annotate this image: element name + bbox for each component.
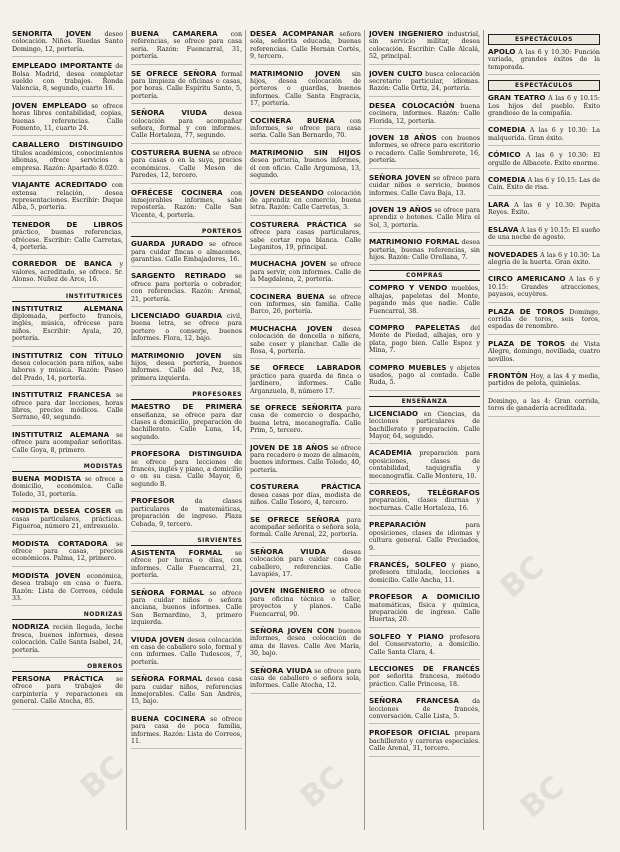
classified-ad bbox=[369, 489, 480, 516]
ad-text: Domingo, corrida de toros, seis toros, espadas de renombre. bbox=[488, 308, 600, 331]
ad-text: desea colocación de doncella o niñera, sabe coser y planchar. Calle de Rosa, 4, portería. bbox=[250, 325, 361, 355]
classified-ad bbox=[250, 404, 361, 439]
ad-text: se ofrece para trabajos de carpintería y reparaciones en general. Calle Atocha, 85. bbox=[12, 675, 123, 706]
classified-ad bbox=[12, 431, 123, 458]
ad-lead: DESEA COLOCACIÓN bbox=[369, 100, 455, 110]
ad-text: títulos académicos, conocimientos idiomas, ofrece servicios a empresa. Razón: Apartado 8.020. bbox=[12, 149, 123, 172]
ad-lead: COCINERA BUENA bbox=[250, 291, 325, 301]
ad-lead: ESLAVA bbox=[488, 224, 519, 234]
ad-lead: JOVEN DE 18 AÑOS bbox=[250, 442, 329, 452]
ad-text: se ofrece para oficina técnica o taller, proyectos y planos. Calle Fuencarral, 90. bbox=[250, 588, 361, 618]
ad-column-5 bbox=[488, 30, 603, 830]
ad-lead: COMPRO PAPELETAS bbox=[369, 322, 461, 332]
ad-lead: BUENA MODISTA bbox=[12, 474, 82, 484]
ad-lead: VIAJANTE ACREDITADO bbox=[12, 180, 107, 190]
classified-ad bbox=[131, 403, 242, 445]
classified-ad bbox=[250, 627, 361, 662]
ad-lead: MODISTA CORTADORA bbox=[12, 538, 108, 548]
ad-text: práctico para guarda de finca o jardinero, informes. Calle Arganzuela, 8, número 17. bbox=[250, 372, 361, 395]
ad-lead: SEÑORA FORMAL bbox=[131, 587, 205, 597]
ad-text: da clases particulares de matemáticas, preparación de ingreso. Plaza Cebada, 9, tercero. bbox=[131, 498, 242, 528]
ad-lead: MUCHACHA JOVEN bbox=[250, 259, 327, 269]
ad-text: Domingo, a las 4: Gran corrida, toros de ganadería acreditada. bbox=[488, 397, 600, 413]
ad-text: desea colocación para niños, sabe labores y música. Razón: Paseo del Prado, 14, portería. bbox=[12, 360, 123, 382]
classified-ad bbox=[12, 260, 123, 287]
ad-lead: INSTITUTRIZ FRANCESA bbox=[12, 390, 111, 400]
ad-lead: SEÑORA VIUDA bbox=[131, 108, 207, 118]
section-heading: NODRIZAS bbox=[12, 611, 123, 620]
ad-text: se ofrece para casas, precios económicos. Palma, 12, primero. bbox=[12, 540, 123, 563]
ad-text: para casa de comercio o despacho, buena letra, mecanografía. Calle Prim, 5, tercero. bbox=[250, 405, 361, 435]
ad-text: se ofrece para portería o cobrador, con referencias. Razón: Arenal, 21, portería. bbox=[131, 273, 242, 303]
ad-text: desea portería, buenas referencias, sin hijos. Razón: Calle Orellana, 7. bbox=[369, 239, 480, 261]
ad-text: desea casas por días, modista de niños. Calle Tesoro, 4, tercero. bbox=[250, 491, 361, 507]
section-heading: MODISTAS bbox=[12, 463, 123, 472]
ad-text: con referencias, se ofrece para casa seria. Razón: Fuencarral, 31, portería. bbox=[131, 31, 242, 61]
ad-text: para oposiciones, clases de idiomas y cultura general. Calle Preciados, 9. bbox=[369, 522, 480, 552]
ad-text: A las 6 y 10.15: Los hijos del pueblo. Éxito grandioso de la compañía. bbox=[488, 95, 600, 118]
ad-lead: COSTURERA PRÁCTICA bbox=[250, 219, 347, 229]
classified-ad bbox=[369, 449, 480, 484]
watermark: BC bbox=[514, 769, 571, 826]
classified-ad bbox=[369, 238, 480, 265]
classified-ad bbox=[250, 587, 361, 622]
ad-lead: CÓMICO bbox=[488, 150, 521, 160]
ad-lead: MATRIMONIO SIN HIJOS bbox=[250, 147, 361, 157]
section-heading: PORTEROS bbox=[131, 228, 242, 237]
classified-ad bbox=[488, 48, 600, 75]
ad-text: A las 6 y 10.15: El sueño de una noche de agosto. bbox=[488, 226, 600, 242]
ad-column-2 bbox=[131, 30, 246, 830]
ad-lead: MATRIMONIO JOVEN bbox=[131, 350, 222, 360]
classified-ad bbox=[488, 308, 600, 335]
ad-text: de Bolsa Madrid, desea completar sueldo con trabajos. Ronda Valencia, 8, segundo, cuarto 16. bbox=[12, 63, 123, 93]
ad-lead: JOVEN 19 AÑOS bbox=[369, 204, 433, 214]
classified-ad bbox=[250, 70, 361, 112]
ad-lead: JOVEN 18 AÑOS bbox=[369, 133, 437, 143]
ad-lead: PROFESOR bbox=[131, 496, 175, 506]
classified-ad bbox=[131, 240, 242, 267]
classified-ad bbox=[250, 364, 361, 399]
ad-text: se ofrece para dar lecciones, horas libres, precios módicos. Calle Serrano, 40, segundo. bbox=[12, 392, 123, 422]
ad-text: Hoy, a las 4 y media, partidos de pelota, quinielas. bbox=[488, 372, 600, 388]
ad-text: preparación, clases diurnas y nocturnas. Calle Hortaleza, 16. bbox=[369, 497, 480, 512]
ad-lead: JOVEN INGENIERO bbox=[369, 30, 444, 38]
ad-text: práctico, buenas referencias, ofrécese. Escribir: Calle Carretas, 4, portería. bbox=[12, 229, 123, 251]
ad-lead: MATRIMONIO FORMAL bbox=[369, 237, 460, 247]
classified-ad bbox=[12, 572, 123, 607]
ad-text: enseñanza, se ofrece para dar clases a domicilio, preparación de bachillerato. Calle Luna, 14, segundo. bbox=[131, 411, 242, 441]
ad-text: desea casa para cuidar niños, referencias inmejorables. Calle San Andrés, 15, bajo. bbox=[131, 676, 242, 706]
section-heading: SIRVIENTES bbox=[131, 537, 242, 546]
classified-ad bbox=[131, 497, 242, 532]
ad-text: en Ciencias, da lecciones particulares de bachillerato y preparación. Calle Mayor, 64, segundo. bbox=[369, 410, 480, 441]
ad-lead: MAESTRO DE PRIMERA bbox=[131, 402, 242, 412]
classified-ad bbox=[250, 189, 361, 216]
ad-text: y piano, profesora titulada, lecciones a domicilio. Calle Ancha, 11. bbox=[369, 561, 480, 584]
ad-lead: INSTITUTRIZ ALEMANA bbox=[12, 429, 110, 439]
classified-ad bbox=[131, 589, 242, 631]
ad-text: se ofrece para casas o en la suya, precios económicos. Calle Mesón de Paredes, 12, tercero. bbox=[131, 149, 242, 180]
classified-ad bbox=[12, 141, 123, 176]
ad-lead: TENEDOR DE LIBROS bbox=[12, 219, 123, 229]
ad-text: del Monte de Piedad, alhajas, oro y plata, pago bien. Calle Espoz y Mina, 7. bbox=[369, 324, 480, 355]
ad-lead: DESEA ACOMPAÑAR bbox=[250, 30, 334, 38]
ad-text: A las 6 y 10.30: La malquerida. Gran éxito. bbox=[488, 127, 600, 142]
classified-ad bbox=[12, 507, 123, 534]
ad-text: y objetos usados, pago al contado. Calle Ruda, 5. bbox=[369, 364, 480, 387]
classified-ad bbox=[131, 715, 242, 750]
classified-ad bbox=[250, 149, 361, 184]
ad-lead: PLAZA DE TOROS bbox=[488, 306, 565, 316]
ad-text: señora sola, señorita educada, buenas referencias. Calle Hernán Cortés, 9, tercero. bbox=[250, 31, 361, 61]
ad-text: se ofrece para cuidar niños o servicio, buenos informes. Calle Cava Baja, 13. bbox=[369, 174, 480, 197]
ad-text: deseo colocación. Niños. Ruedas Santo Domingo, 12, portería. bbox=[12, 31, 123, 53]
classified-ad bbox=[369, 174, 480, 201]
ad-lead: PROFESORA DISTINGUIDA bbox=[131, 449, 242, 459]
ad-lead: MATRIMONIO JOVEN bbox=[250, 68, 341, 78]
ad-text: se ofrece con informes, sin familia. Calle Barco, 26, portería. bbox=[250, 293, 361, 316]
ad-lead: MODISTA DESEA COSER bbox=[12, 506, 112, 516]
section-heading: PROFESORES bbox=[131, 391, 242, 400]
ad-text: se ofrece para recadero o mozo de almacén, buenos informes. Calle Toledo, 40, portería. bbox=[250, 444, 361, 474]
ad-column-1 bbox=[12, 30, 127, 830]
ad-text: diplomada, perfecto francés, inglés, música, ofrécese para niños. Escribir: Ayala, 20, portería. bbox=[12, 312, 123, 343]
ad-text: sin hijos, desea colocación de porteros o guardas, buenos informes. Calle Santa Engracia, 17, portería. bbox=[250, 70, 361, 108]
ad-lead: SE OFRECE SEÑORA bbox=[131, 68, 217, 78]
ad-lead: PROFESOR OFICIAL bbox=[369, 728, 450, 738]
ad-text: económica, desea trabajo en casa o fuera. Razón: Lista de Correos, cédula 33. bbox=[12, 572, 123, 602]
ad-lead: GUARDA JURADO bbox=[131, 239, 204, 249]
classified-ad bbox=[12, 540, 123, 567]
ad-lead: PROFESOR A DOMICILIO bbox=[369, 592, 480, 602]
ad-text: da lecciones de francés, conversación. Calle Lista, 5. bbox=[369, 698, 480, 720]
classified-ad bbox=[131, 189, 242, 224]
ad-text: prepara bachillerato y carreras especiales. Calle Arenal, 31, tercero. bbox=[369, 730, 480, 753]
ad-lead: ACADEMIA bbox=[369, 448, 412, 458]
ad-lead: MODISTA JOVEN bbox=[12, 570, 81, 580]
classified-ad bbox=[250, 30, 361, 65]
classified-ad bbox=[369, 633, 480, 660]
classified-ad bbox=[12, 221, 123, 256]
ad-lead: COSTURERA PRÁCTICA bbox=[250, 482, 361, 492]
ad-lead: CIRCO AMERICANO bbox=[488, 274, 566, 284]
ad-lead: COSTURERA BUENA bbox=[131, 147, 211, 157]
ad-lead: FRANCÉS, SOLFEO bbox=[369, 559, 447, 569]
ad-text: busca colocación secretario particular, idiomas. Razón: Calle Ortiz, 24, portería. bbox=[369, 70, 480, 93]
ad-text: se ofrece para acompañar señoritas. Calle Goya, 8, primero. bbox=[12, 431, 123, 454]
ad-lead: VIUDA JOVEN bbox=[131, 634, 185, 644]
classified-ad bbox=[131, 70, 242, 105]
classified-ad bbox=[250, 667, 361, 694]
ad-lead: COMEDIA bbox=[488, 175, 526, 185]
classified-ad bbox=[131, 312, 242, 347]
section-heading: OBREROS bbox=[12, 663, 123, 672]
ad-lead: SE OFRECE LABRADOR bbox=[250, 363, 361, 373]
ad-lead: CORREOS, TELÉGRAFOS bbox=[369, 488, 480, 498]
ad-text: buenos informes, desea colocación de ama de llaves. Calle Ave María, 30, bajo. bbox=[250, 627, 361, 658]
classified-ad bbox=[250, 325, 361, 360]
ad-lead: EMPLEADO IMPORTANTE bbox=[12, 61, 113, 71]
classified-ad bbox=[12, 305, 123, 347]
classified-ad bbox=[369, 665, 480, 692]
ad-lead: NODRIZA bbox=[12, 622, 50, 632]
ad-lead: COCINERA BUENA bbox=[250, 115, 335, 125]
ad-lead: LICENCIADO bbox=[369, 408, 419, 418]
ad-lead: SE OFRECE SEÑORITA bbox=[250, 403, 342, 413]
ad-lead: SE OFRECE SEÑORA bbox=[250, 514, 340, 524]
classified-ad bbox=[12, 675, 123, 710]
classified-ad bbox=[131, 352, 242, 387]
ad-text: industrial, sin servicio militar, desea colocación. Escribir: Calle Alcalá, 52, principal. bbox=[369, 31, 480, 61]
classified-page bbox=[12, 30, 608, 830]
ad-text: se ofrece a domicilio, económica. Calle Toledo, 31, portería. bbox=[12, 476, 123, 498]
ad-text: y valores, acreditado, se ofrece. Sr. Alonso. Núñez de Arce, 16. bbox=[12, 261, 123, 284]
watermark: BC bbox=[494, 549, 551, 606]
classified-ad bbox=[250, 483, 361, 510]
ad-text: A las 6 y 10.15: Las de Caín. Éxito de risa. bbox=[488, 177, 600, 192]
classified-ad bbox=[131, 30, 242, 65]
ad-text: con extensa relación, desea representaciones. Escribir: Duque Alba, 5, portería. bbox=[12, 182, 123, 212]
classified-ad bbox=[488, 176, 600, 196]
ad-text: desea portería, buenos informes, él con oficio. Calle Argumosa, 13, segundo. bbox=[250, 157, 361, 180]
classified-ad bbox=[369, 521, 480, 556]
classified-ad bbox=[488, 251, 600, 271]
classified-ad bbox=[250, 260, 361, 287]
ad-text: desea colocación en casa de caballero solo, formal y con informes. Calle Tudescos, 7, portería. bbox=[131, 636, 242, 666]
ad-column-4 bbox=[369, 30, 484, 830]
ad-text: se ofrece horas libres contabilidad, copias, buenas referencias. Calle Fomento, 11, cuarto 24. bbox=[12, 102, 123, 133]
ad-lead: SEÑORA JOVEN CON bbox=[250, 625, 335, 635]
ad-lead: JOVEN EMPLEADO bbox=[12, 100, 87, 110]
classified-ad bbox=[369, 206, 480, 233]
ad-text: se ofrece para casa de caballero o señora sola, informes. Calle Atocha, 12. bbox=[250, 667, 361, 690]
classified-ad bbox=[131, 149, 242, 184]
ad-text: A las 6 y 10.30: Función variada, grandes éxitos de la temporada. bbox=[488, 49, 600, 71]
ad-text: en casas particulares, prácticas. Figueroa, número 21, entresuelo. bbox=[12, 508, 123, 531]
ad-lead: FRONTÓN bbox=[488, 370, 528, 380]
ad-lead: JOVEN DESEANDO bbox=[250, 187, 324, 197]
ad-lead: COMPRO Y VENDO bbox=[369, 283, 448, 293]
ad-lead: PREPARACIÓN bbox=[369, 520, 427, 530]
ad-text: buena cocinera, informes. Razón: Calle Florida, 12, portería. bbox=[369, 102, 480, 125]
ad-text: matemáticas, física y química, preparación de ingreso. Calle Huertas, 20. bbox=[369, 601, 480, 624]
ad-text: se ofrece para cuidar fincas o almacenes, garantías. Calle Embajadores, 16. bbox=[131, 241, 242, 263]
ad-text: con buenos informes, se ofrece para escritorio o recadero. Calle Sombrerete, 16, portería. bbox=[369, 135, 481, 165]
classified-ad bbox=[250, 548, 361, 583]
section-heading: ESPECTÁCULOS bbox=[488, 80, 600, 91]
ad-lead: NOVEDADES bbox=[488, 249, 538, 259]
ad-text: desea colocación para cuidar casa de caballero, referencias. Calle Lavapiés, 17. bbox=[250, 548, 361, 578]
ad-text: con informes, se ofrece para casa seria. Calle San Bernardo, 70. bbox=[250, 117, 361, 140]
classified-ad bbox=[12, 30, 123, 57]
classified-ad bbox=[488, 201, 600, 221]
classified-ad bbox=[369, 102, 480, 129]
watermark: BC bbox=[74, 749, 131, 806]
ad-lead: SEÑORA JOVEN bbox=[369, 172, 431, 182]
classified-ad bbox=[250, 516, 361, 543]
ad-text: preparación para oposiciones, clases de contabilidad, taquigrafía y mecanografía. Calle Montera, 10. bbox=[369, 450, 480, 480]
classified-ad bbox=[369, 593, 480, 628]
ad-text: se ofrece para lecciones de francés, inglés y piano, a domicilio o en su casa. Calle Mayor, 6, segundo B. bbox=[131, 458, 242, 488]
classified-ad bbox=[369, 70, 480, 97]
classified-ad bbox=[369, 324, 480, 359]
ad-lead: MUCHACHA JOVEN bbox=[250, 323, 333, 333]
ad-text: se ofrece para casa de poca familia, informes. Razón: Lista de Correos, 11. bbox=[131, 715, 242, 746]
classified-ad bbox=[12, 181, 123, 216]
ad-lead: INSTITUTRIZ CON TÍTULO bbox=[12, 350, 123, 360]
section-heading: INSTITUTRICES bbox=[12, 293, 123, 302]
ad-lead: LICENCIADO GUARDIA bbox=[131, 310, 223, 320]
ad-text: con inmejorables informes, sabe repostería. Razón: Calle San Vicente, 4, portería. bbox=[131, 189, 242, 219]
ad-text: colocación de aprendiz en comercio, buena letra. Razón: Calle Carretas, 3. bbox=[250, 189, 361, 212]
classified-ad bbox=[12, 623, 123, 658]
ad-text: se ofrece para aprendiz o botones. Calle Mira el Sol, 3, portería. bbox=[369, 206, 481, 229]
ad-lead: COMEDIA bbox=[488, 125, 526, 135]
ad-text: profesora del Conservatorio, a domicilio. Calle Santa Clara, 4. bbox=[369, 633, 480, 656]
classified-ad bbox=[369, 284, 480, 319]
ad-text: se ofrece para casas particulares, sabe cortar ropa blanca. Calle Leganitos, 19, principal. bbox=[250, 221, 361, 251]
classified-ad bbox=[488, 397, 600, 417]
ad-lead: SEÑORA VIUDA bbox=[250, 665, 312, 675]
ad-lead: BUENA CAMARERA bbox=[131, 30, 218, 38]
section-heading: ESPECTÁCULOS bbox=[488, 34, 600, 45]
ad-lead: JOVEN INGENIERO bbox=[250, 586, 325, 596]
ad-lead: PLAZA DE TOROS bbox=[488, 338, 566, 348]
classified-ad bbox=[369, 561, 480, 588]
classified-ad bbox=[488, 226, 600, 246]
classified-ad bbox=[488, 340, 600, 367]
classified-ad bbox=[131, 450, 242, 492]
ad-text: muebles, alhajas, papeletas del Monte, pagando más que nadie. Calle Fuencarral, 38. bbox=[369, 285, 480, 315]
ad-text: de Vista Alegre, domingo, novillada, cuatro novillos. bbox=[488, 340, 600, 363]
ad-lead: PERSONA PRÁCTICA bbox=[12, 673, 104, 683]
classified-ad bbox=[488, 151, 600, 171]
ad-lead: COMPRO MUEBLES bbox=[369, 362, 447, 372]
classified-ad bbox=[369, 729, 480, 756]
classified-ad bbox=[369, 364, 480, 391]
classified-ad bbox=[131, 549, 242, 584]
classified-ad bbox=[131, 675, 242, 710]
classified-ad bbox=[12, 62, 123, 97]
ad-lead: SEÑORA FRANCESA bbox=[369, 696, 459, 706]
classified-ad bbox=[131, 272, 242, 307]
classified-ad bbox=[369, 697, 480, 724]
ad-column-3 bbox=[250, 30, 365, 830]
ad-text: A las 6 y 10.30: El orgullo de Albacete. Éxito enorme. bbox=[488, 152, 600, 167]
classified-ad bbox=[488, 275, 600, 302]
classified-ad bbox=[250, 221, 361, 256]
ad-lead: CORREDOR DE BANCA bbox=[12, 259, 112, 269]
ad-lead: OFRÉCESE COCINERA bbox=[131, 187, 223, 197]
classified-ad bbox=[12, 475, 123, 502]
ad-lead: LECCIONES DE FRANCÉS bbox=[369, 663, 480, 673]
ad-lead: INSTITUTRIZ ALEMANA bbox=[12, 303, 123, 313]
ad-lead: ASISTENTA FORMAL bbox=[131, 547, 223, 557]
ad-lead: BUENA COCINERA bbox=[131, 713, 206, 723]
classified-ad bbox=[369, 410, 480, 445]
ad-text: desea colocación para acompañar señora, formal y con informes. Calle Hortaleza, 77, segundo. bbox=[131, 110, 242, 140]
classified-ad bbox=[369, 134, 480, 169]
ad-lead: CABALLERO DISTINGUIDO bbox=[12, 140, 123, 150]
ad-text: A las 6 y 10.30: La alegría de la huerta. Gran éxito. bbox=[488, 251, 600, 266]
classified-ad bbox=[250, 117, 361, 144]
classified-ad bbox=[12, 102, 123, 137]
ad-lead: SOLFEO Y PIANO bbox=[369, 631, 444, 641]
classified-ad bbox=[12, 391, 123, 426]
ad-lead: APOLO bbox=[488, 47, 516, 56]
ad-text: por señorita francesa, método práctico. Calle Princesa, 18. bbox=[369, 673, 480, 688]
classified-ad bbox=[131, 636, 242, 671]
ad-lead: SARGENTO RETIRADO bbox=[131, 271, 226, 281]
classified-ad bbox=[250, 293, 361, 320]
ad-lead: SEÑORA VIUDA bbox=[250, 546, 326, 556]
ad-lead: JOVEN CULTO bbox=[369, 68, 423, 78]
ad-text: formal para limpieza de oficinas o casas, por horas. Calle Espíritu Santo, 5, portería. bbox=[131, 70, 242, 100]
section-heading: COMPRAS bbox=[369, 270, 480, 281]
classified-ad bbox=[131, 109, 242, 144]
ad-text: sin hijos, desea portería, buenos informes. Calle del Pez, 18, primera izquierda. bbox=[131, 352, 242, 382]
classified-ad bbox=[12, 352, 123, 387]
ad-lead: SEÑORA FORMAL bbox=[131, 674, 203, 684]
ad-text: se ofrece por horas o días, con informes. Calle Fuencarral, 21, portería. bbox=[131, 549, 242, 580]
ad-text: A las 6 y 10.30: Pepita Reyes. Éxito. bbox=[488, 201, 600, 217]
ad-text: se ofrece para servir, con informes. Calle de la Magdalena, 2, portería. bbox=[250, 261, 361, 284]
ad-lead: SEÑORITA JOVEN bbox=[12, 30, 92, 38]
section-heading: ENSEÑANZA bbox=[369, 396, 480, 407]
ad-text: para acompañar señorita o señora sola, formal. Calle Arenal, 22, portería. bbox=[250, 516, 361, 539]
classified-ad bbox=[488, 126, 600, 146]
classified-ad bbox=[488, 372, 600, 392]
watermark: BC bbox=[294, 759, 351, 816]
ad-lead: LARA bbox=[488, 199, 510, 209]
ad-lead: GRAN TEATRO bbox=[488, 93, 546, 103]
ad-text: recién llegada, leche fresca, buenos informes, desea colocación. Calle Santa Isabel, 24, portería. bbox=[12, 624, 123, 654]
ad-text: civil, buena letra, se ofrece para portero o conserje, buenos informes. Flora, 12, bajo. bbox=[131, 312, 242, 343]
classified-ad bbox=[369, 30, 480, 65]
ad-text: se ofrece para cuidar niños o señora anciana, buenos informes. Calle San Bernardino, 3, primero izquierda. bbox=[131, 589, 242, 627]
ad-text: A las 6 y 10.15: Grandes atracciones, payasos, ecuyères. bbox=[488, 276, 600, 299]
classified-ad bbox=[250, 444, 361, 479]
classified-ad bbox=[488, 94, 600, 121]
